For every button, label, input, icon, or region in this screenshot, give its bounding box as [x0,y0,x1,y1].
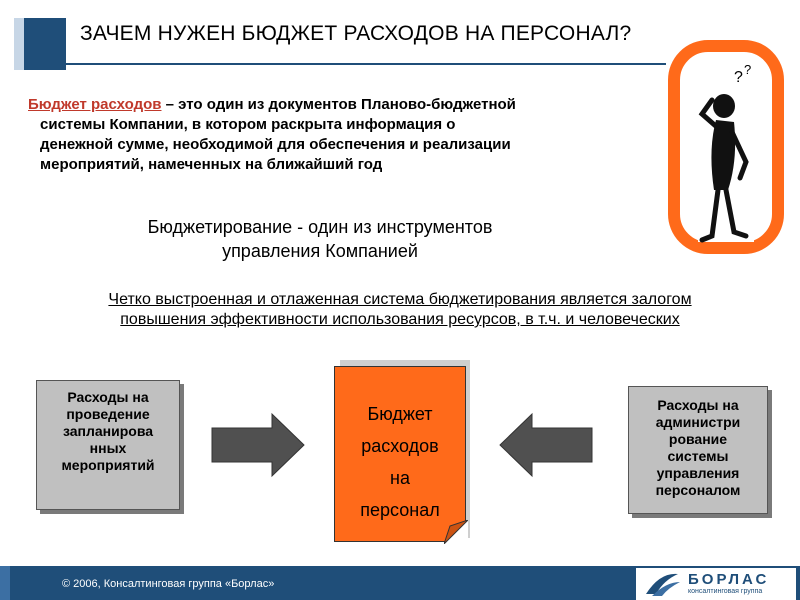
left-box-line-3: запланирова [62,423,154,439]
arrow-left-icon [498,412,594,478]
definition-line-1: – это один из документов Планово-бюджетной [161,96,516,113]
logo-subtitle: консалтинговая группа [688,588,763,595]
doc-line-1: Бюджет [367,404,433,424]
title-divider [66,63,666,65]
key-statement [30,290,770,330]
right-box-line-4: системы [667,448,729,464]
subheading-line-2: управления Компанией [222,241,418,261]
left-expense-box [36,380,180,510]
svg-text:?: ? [744,62,752,77]
definition-line-2: системы Компании, в котором раскрыта информация о [40,116,456,133]
arrow-right-icon [210,412,306,478]
footer-copyright: © 2006, Консалтинговая группа «Борлас» [62,578,275,590]
doc-line-2: расходов [361,436,439,456]
right-box-line-6: персоналом [655,482,741,498]
right-expense-box [628,386,768,514]
header-accent-block [14,18,66,70]
definition-line-4: мероприятий, намеченных на ближайший год [40,156,383,173]
left-box-line-5: мероприятий [61,457,155,473]
page-title: ЗАЧЕМ НУЖЕН БЮДЖЕТ РАСХОДОВ НА ПЕРСОНАЛ? [80,22,632,45]
left-box-line-2: проведение [66,406,150,422]
doc-line-4: персонал [360,500,440,520]
definition-paragraph [28,95,668,175]
definition-line-3: денежной сумме, необходимой для обеспечения и реализации [40,136,511,153]
left-box-line-4: нных [89,440,127,456]
svg-text:?: ? [734,69,743,86]
doc-line-3: на [390,468,410,488]
right-box-line-1: Расходы на [657,397,739,413]
footer-accent-stripe [0,566,10,600]
borlas-logo-icon [642,570,682,598]
right-box-line-3: рование [668,431,728,447]
subheading [80,215,560,263]
right-box-line-5: управления [656,465,740,481]
left-box-line-1: Расходы на [67,389,149,405]
subheading-line-1: Бюджетирование - один из инструментов [147,217,493,237]
right-box-line-2: администри [655,414,741,430]
statement-line-1: Четко выстроенная и отлаженная система бюджетирования является залогом [108,291,692,308]
logo-name: БОРЛАС [688,571,770,588]
statement-line-2: повышения эффективности использования ресурсов, в т.ч. и человеческих [120,311,680,328]
budget-document-text [334,398,466,526]
definition-term: Бюджет расходов [28,96,162,113]
thinking-person-illustration [668,40,784,254]
